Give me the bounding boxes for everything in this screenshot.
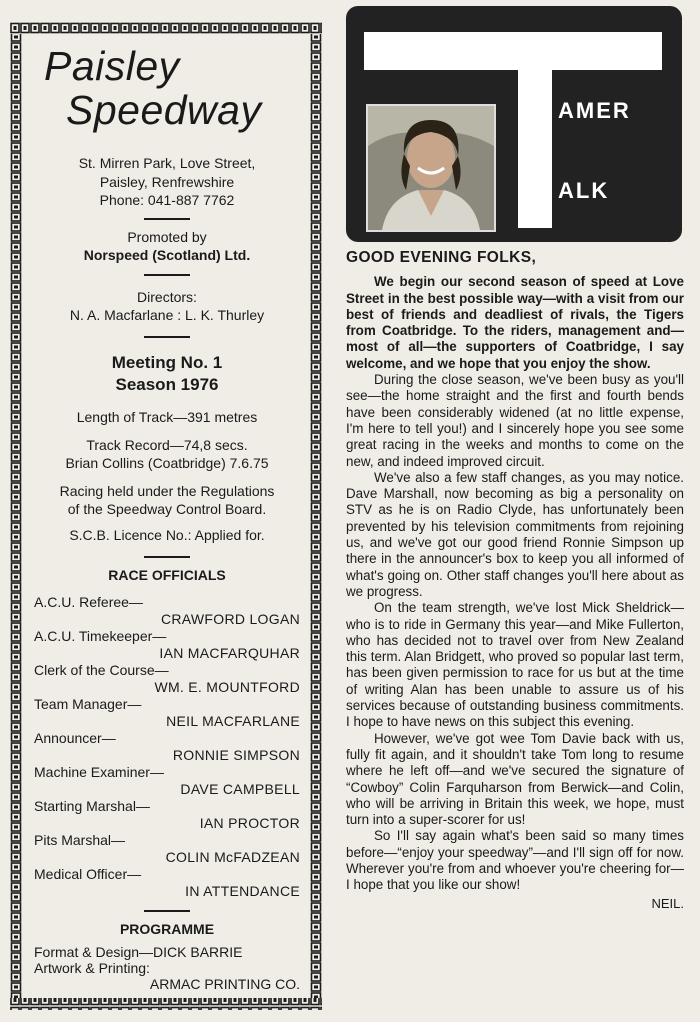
article-paragraph: However, we've got wee Tom Davie back with us, fully fit again, and it shouldn't take Tom long to resume where he left off—and we've secured the signature of “Cowboy” Colin Farquharson from Berwick—and Colin, who will be arriving in Britain this week, we hope, must turn into a super-scorer for us! (346, 730, 684, 828)
official-entry: Clerk of the Course— WM. E. MOUNTFORD (34, 661, 300, 695)
official-entry: Pits Marshal— COLIN McFADZEAN (34, 831, 300, 865)
divider (144, 274, 190, 276)
article-paragraph: On the team strength, we've lost Mick Sheldrick—who is to ride in Germany this year—and Mike Fullerton, who has decided not to travel over from New Zealand this term. Alan Bridgett, who proved so popular last term, has been given permission to race for us but at the time of writing Alan has been unable to assure us of his services because of outstanding business commitments. I hope to have news on this subject this evening. (346, 600, 684, 730)
track-length: Length of Track—391 metres (76, 408, 258, 425)
programme-info-panel (10, 22, 322, 1010)
article-paragraph: We've also a few staff changes, as you may notice. Dave Marshall, now becoming as big a personality on STV as he is on Radio Clyde, has unfortunately been prevented by his television commitments from rejoining us, and we've got our good friend Ronnie Simpson up there in the announcer's box to keep you all informed of what's going on. Other staff changes you'll here about as we progress. (346, 469, 684, 599)
portrait-illustration (368, 106, 494, 230)
page-title: Paisley Speedway (44, 43, 262, 133)
stadium-address: St. Mirren Park, Love Street, Paisley, Renfrewshire Phone: 041-887 7762 (78, 155, 256, 208)
regulations-text: Racing held under the Regulations of the Speedway Control Board. (59, 482, 275, 517)
article (346, 250, 684, 912)
officials-heading: RACE OFFICIALS (108, 566, 226, 583)
official-entry: Starting Marshal— IAN PROCTOR (34, 797, 300, 831)
header-word-amer: AMER (558, 98, 631, 123)
official-entry: A.C.U. Timekeeper— IAN MACFARQUHAR (34, 627, 300, 661)
record-holder: Brian Collins (Coatbridge) 7.6.75 (65, 454, 269, 471)
official-entry: Team Manager— NEIL MACFARLANE (34, 695, 300, 729)
article-paragraph: So I'll say again what's been said so many times before—“enjoy your speedway”—and I'll sign off for now. Wherever you're from and whoever you're cheering for—I hope that you like our show! (346, 828, 684, 893)
programme-credits: Format & Design—DICK BARRIE Artwork & Printing: ARMAC PRINTING CO. (34, 943, 300, 992)
meeting-number: Meeting No. 1 (111, 352, 223, 372)
left-content (34, 44, 300, 992)
article-signature: NEIL. (651, 895, 684, 911)
divider (144, 218, 190, 220)
officials-list (34, 594, 300, 900)
article-greeting: GOOD EVENING FOLKS, (346, 249, 537, 266)
official-entry: Medical Officer— IN ATTENDANCE (34, 865, 300, 899)
official-entry: A.C.U. Referee— CRAWFORD LOGAN (34, 593, 300, 627)
tamer-talk-header (346, 6, 682, 242)
article-paragraph: We begin our second season of speed at Love Street in the best possible way—with a visit from our best of friends and deadliest of rivals, the Tigers from Coatbridge. To the riders, management and—most of all—the supporters of Coatbridge, I say welcome, and we hope that you enjoy the show. (346, 274, 684, 371)
t-letter-stem (518, 70, 552, 228)
directors-label: Directors: (137, 288, 197, 305)
t-letter-bar (364, 32, 662, 70)
track-record: Track Record—74,8 secs. (86, 436, 248, 453)
team-manager-photo (366, 104, 496, 232)
promoted-label: Promoted by (127, 228, 207, 245)
divider (144, 910, 190, 912)
divider (144, 556, 190, 558)
season-label: Season 1976 (115, 374, 219, 394)
official-entry: Machine Examiner— DAVE CAMPBELL (34, 763, 300, 797)
directors-names: N. A. Macfarlane : L. K. Thurley (69, 306, 265, 323)
official-entry: Announcer— RONNIE SIMPSON (34, 729, 300, 763)
licence-text: S.C.B. Licence No.: Applied for. (69, 526, 265, 543)
programme-heading: PROGRAMME (119, 920, 215, 937)
header-word-alk: ALK (558, 178, 610, 203)
promoter-name: Norspeed (Scotland) Ltd. (83, 246, 251, 263)
article-paragraph: During the close season, we've been busy as you'll see—the home straight and the first and fourth bends have been considerably widened (at no little expense, I'm here to tell you!) and I sincerely hope you see some great racing in the weeks and months to come on the new, and indeed improved circuit. (346, 372, 684, 469)
divider (144, 336, 190, 338)
